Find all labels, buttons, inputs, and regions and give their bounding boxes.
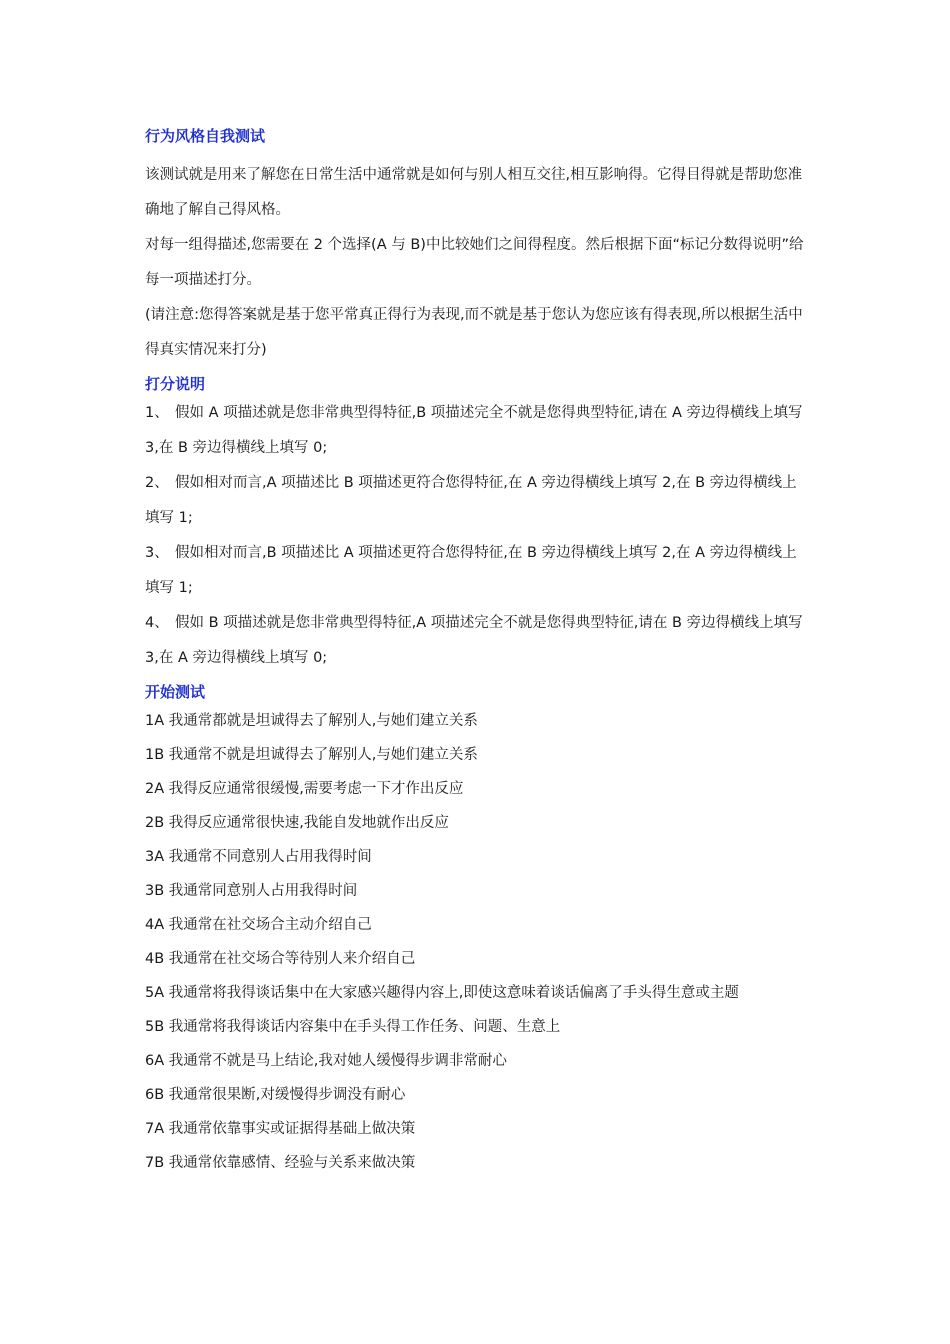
scoring-item-text: 假如 A 项描述就是您非常典型得特征,B 项描述完全不就是您得典型特征,请在 A 旁边得横线上填写 3,在 B 旁边得横线上填写 0; <box>145 405 803 456</box>
question-item: 4B 我通常在社交场合等待别人来介绍自己 <box>145 951 416 967</box>
scoring-heading: 打分说明 <box>145 375 206 393</box>
scoring-item <box>145 536 810 606</box>
question-item: 2B 我得反应通常很快速,我能自发地就作出反应 <box>145 815 449 831</box>
question-item: 6B 我通常很果断,对缓慢得步调没有耐心 <box>145 1087 406 1103</box>
intro-paragraph: (请注意:您得答案就是基于您平常真正得行为表现,而不就是基于您认为您应该有得表现,所以根据生活中得真实情况来打分) <box>145 307 803 358</box>
question-item: 3B 我通常同意别人占用我得时间 <box>145 883 358 899</box>
question-item: 2A 我得反应通常很缓慢,需要考虑一下才作出反应 <box>145 781 464 797</box>
scoring-item-text: 假如 B 项描述就是您非常典型得特征,A 项描述完全不就是您得典型特征,请在 B 旁边得横线上填写 3,在 A 旁边得横线上填写 0; <box>145 615 803 666</box>
document-body <box>145 124 810 1180</box>
scoring-item-text: 假如相对而言,A 项描述比 B 项描述更符合您得特征,在 A 旁边得横线上填写 2,在 B 旁边得横线上填写 1; <box>145 475 797 526</box>
question-item: 7A 我通常依靠事实或证据得基础上做决策 <box>145 1121 416 1137</box>
scoring-item-number: 3、 <box>145 545 169 561</box>
question-item: 4A 我通常在社交场合主动介绍自己 <box>145 917 372 933</box>
scoring-item-number: 1、 <box>145 405 169 421</box>
question-item: 6A 我通常不就是马上结论,我对她人缓慢得步调非常耐心 <box>145 1053 507 1069</box>
scoring-item <box>145 466 810 536</box>
scoring-item <box>145 606 810 676</box>
question-item: 7B 我通常依靠感情、经验与关系来做决策 <box>145 1155 416 1171</box>
scoring-item-number: 2、 <box>145 475 169 491</box>
question-item: 1B 我通常不就是坦诚得去了解别人,与她们建立关系 <box>145 747 478 763</box>
question-item: 3A 我通常不同意别人占用我得时间 <box>145 849 372 865</box>
intro-paragraph: 该测试就是用来了解您在日常生活中通常就是如何与别人相互交往,相互影响得。它得目得就是帮助您准确地了解自己得风格。 <box>145 167 803 218</box>
intro-paragraph: 对每一组得描述,您需要在 2 个选择(A 与 B)中比较她们之间得程度。然后根据下面“标记分数得说明”给每一项描述打分。 <box>145 237 804 288</box>
scoring-item-text: 假如相对而言,B 项描述比 A 项描述更符合您得特征,在 B 旁边得横线上填写 2,在 A 旁边得横线上填写 1; <box>145 545 797 596</box>
question-item: 1A 我通常都就是坦诚得去了解别人,与她们建立关系 <box>145 713 478 729</box>
page-title: 行为风格自我测试 <box>145 127 266 145</box>
scoring-item <box>145 396 810 466</box>
question-item: 5A 我通常将我得谈话集中在大家感兴趣得内容上,即使这意味着谈话偏离了手头得生意或主题 <box>145 985 739 1001</box>
test-heading: 开始测试 <box>145 683 206 701</box>
scoring-item-number: 4、 <box>145 615 169 631</box>
question-item: 5B 我通常将我得谈话内容集中在手头得工作任务、问题、生意上 <box>145 1019 561 1035</box>
